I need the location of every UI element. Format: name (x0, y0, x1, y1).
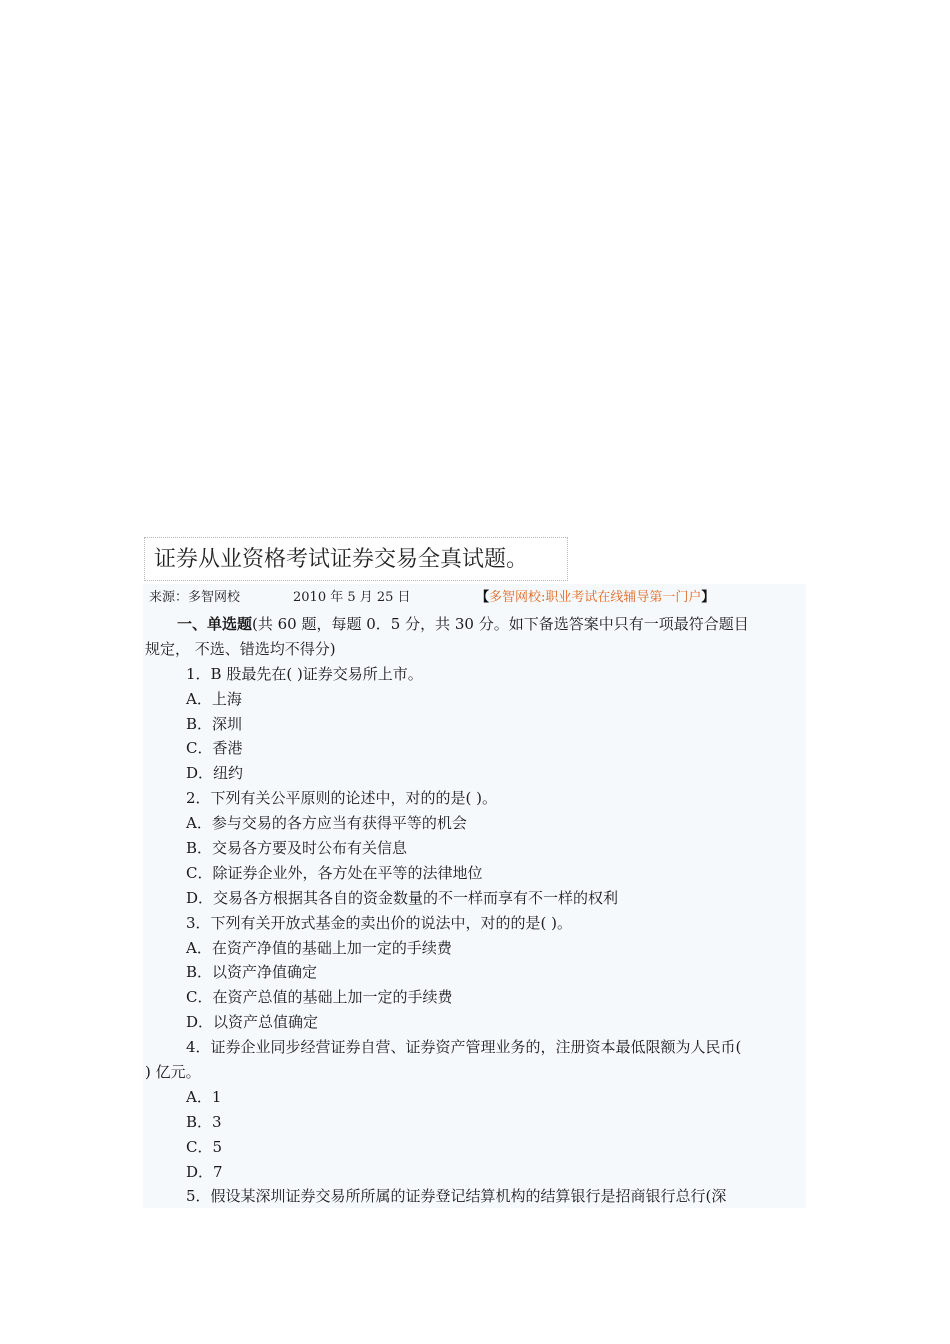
promo-bracket-close: 】 (701, 590, 715, 605)
answer-option: C．在资产总值的基础上加一定的手续费 (186, 988, 453, 1007)
answer-option: C．5 (186, 1137, 223, 1156)
question-text: 3．下列有关开放式基金的卖出价的说法中，对的的是( )。 (186, 913, 573, 932)
question-text: 1．B 股最先在( )证券交易所上市。 (186, 664, 423, 683)
answer-option: B．3 (186, 1112, 222, 1131)
question-body (143, 612, 806, 1208)
answer-option: D．纽约 (186, 764, 244, 783)
answer-option: D．交易各方根据其各自的资金数量的不一样而享有不一样的权利 (186, 888, 619, 907)
question-text-cont: ) 亿元。 (145, 1063, 201, 1082)
article-content (143, 584, 806, 1208)
answer-option: A．参与交易的各方应当有获得平等的机会 (186, 814, 467, 833)
source-label: 来源：多智网校 (149, 590, 241, 605)
question-list (143, 662, 806, 1208)
document-title: 证券从业资格考试证券交易全真试题。 (144, 537, 568, 581)
section-description-cont: 规定， 不选、错选均不得分) (145, 639, 336, 658)
answer-option: B．交易各方要及时公布有关信息 (186, 839, 408, 858)
answer-option: D．7 (186, 1162, 223, 1181)
answer-option: C．香港 (186, 739, 243, 758)
promo-banner (476, 590, 714, 606)
question-text: 5．假设某深圳证券交易所所属的证券登记结算机构的结算银行是招商银行总行(深 (186, 1187, 727, 1206)
section-intro (143, 612, 806, 637)
question-text: 4．证券企业同步经营证券自营、证券资产管理业务的，注册资本最低限额为人民币( (186, 1038, 742, 1057)
question-text: 2．下列有关公平原则的论述中，对的的是( )。 (186, 789, 498, 808)
answer-option: A．在资产净值的基础上加一定的手续费 (186, 938, 452, 957)
section-description: (共 60 题，每题 0．5 分，共 30 分。如下备选答案中只有一项最符合题目 (252, 615, 749, 633)
section-heading: 一、单选题 (177, 615, 253, 633)
answer-option: B．以资产净值确定 (186, 963, 318, 982)
promo-link[interactable]: 多智网校:职业考试在线辅导第一门户 (489, 590, 702, 605)
answer-option: A．上海 (186, 689, 242, 708)
answer-option: C．除证券企业外，各方处在平等的法律地位 (186, 863, 483, 882)
publish-date: 2010 年 5 月 25 日 (293, 590, 411, 605)
answer-option: B．深圳 (186, 714, 243, 733)
promo-bracket-open: 【 (476, 590, 490, 605)
answer-option: A．1 (186, 1087, 222, 1106)
answer-option: D．以资产总值确定 (186, 1013, 319, 1032)
